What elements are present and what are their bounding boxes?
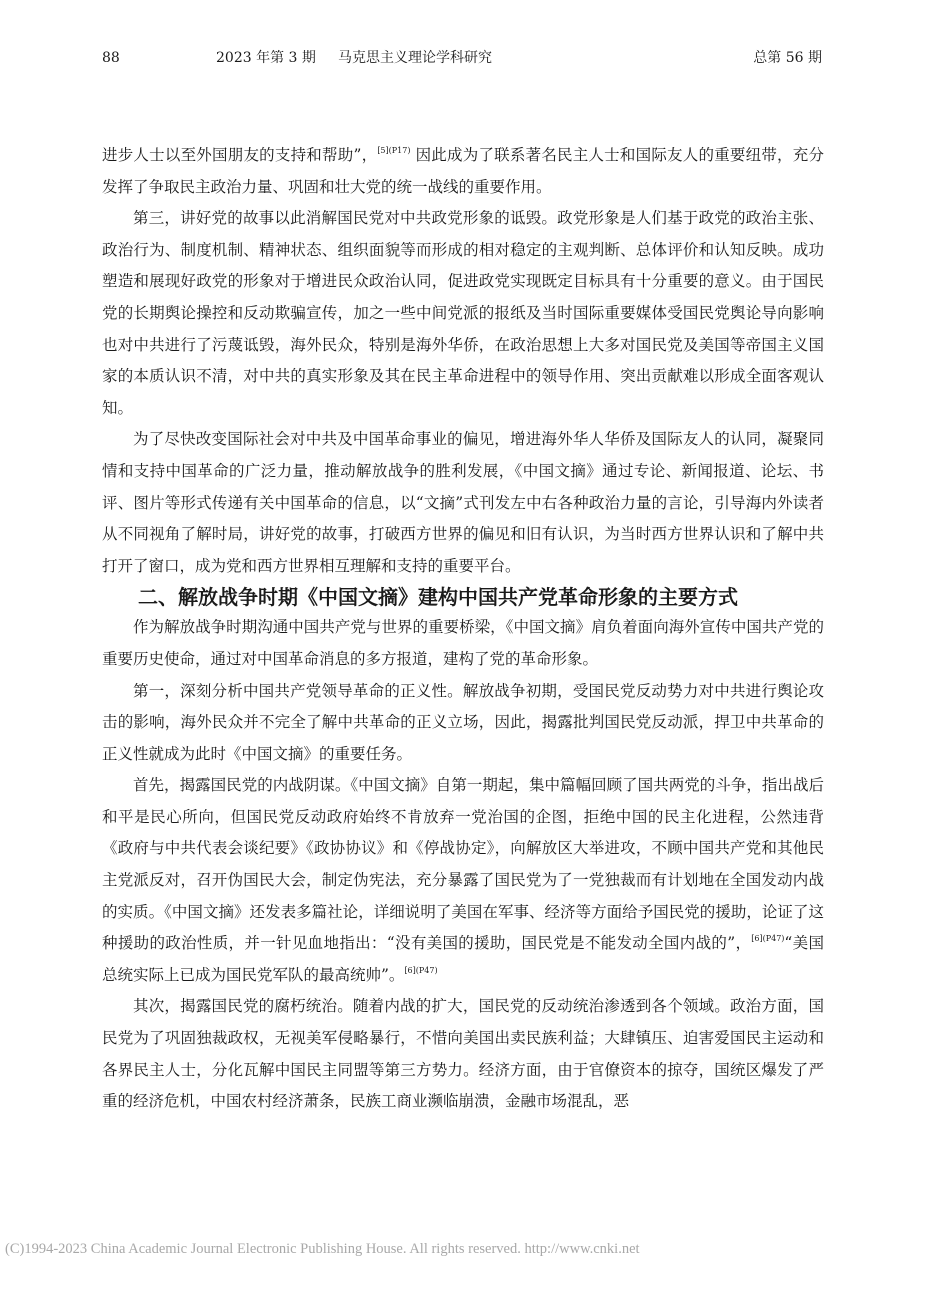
paragraph-6: 首先，揭露国民党的内战阴谋。《中国文摘》自第一期起，集中篇幅回顾了国共两党的斗争，指出战后和平是民心所向，但国民党反动政府始终不肯放弃一党治国的企图，拒绝中国的民主化进程，公然违背《政府与中共代表会谈纪要》《政协协议》和《停战协定》，向解放区大举进攻，不顾中国共产党和其他民主党派反对，召开伪国民大会，制定伪宪法，充分暴露了国民党为了一党独裁而有计划地在全国发动内战的实质。《中国文摘》还发表多篇社论，详细说明了美国在军事、经济等方面给予国民党的援助，论证了这种援助的政治性质，并一针见血地指出：“没有美国的援助，国民党是不能发动全国内战的”，$^{[6](P47)}$“美国总统实际上已成为国民党军队的最高统帅”。$^{[6](P47)}$: [102, 776, 824, 984]
paragraph-4: 作为解放战争时期沟通中国共产党与世界的重要桥梁，《中国文摘》肩负着面向海外宣传中国共产党的重要历史使命，通过对中国革命消息的多方报道，建构了党的革命形象。: [102, 618, 824, 668]
total-issue-label: 总第 56 期: [753, 50, 822, 66]
issue-label: 2023 年第 3 期: [216, 50, 316, 66]
copyright-footer: (C)1994-2023 China Academic Journal Electronic Publishing House. All rights reserved. http://www.cnki.net: [5, 1241, 640, 1257]
page-number: 88: [102, 50, 120, 66]
paragraph-2: 第三，讲好党的故事以此消解国民党对中共政党形象的诋毁。政党形象是人们基于政党的政治主张、政治行为、制度机制、精神状态、组织面貌等而形成的相对稳定的主观判断、总体评价和认知反映。成功塑造和展现好政党的形象对于增进民众政治认同，促进政党实现既定目标具有十分重要的意义。由于国民党的长期舆论操控和反动欺骗宣传，加之一些中间党派的报纸及当时国际重要媒体受国民党舆论导向影响也对中共进行了污蔑诋毁，海外民众，特别是海外华侨，在政治思想上大多对国民党及美国等帝国主义国家的本质认识不清，对中共的真实形象及其在民主革命进程中的领导作用、突出贡献难以形成全面客观认知。: [102, 209, 824, 417]
running-header: [102, 46, 822, 70]
paragraph-3: 为了尽快改变国际社会对中共及中国革命事业的偏见，增进海外华人华侨及国际友人的认同，凝聚同情和支持中国革命的广泛力量，推动解放战争的胜利发展，《中国文摘》通过专论、新闻报道、论坛、书评、图片等形式传递有关中国革命的信息，以“文摘”式刊发左中右各种政治力量的言论，引导海内外读者从不同视角了解时局，讲好党的故事，打破西方世界的偏见和旧有认识，为当时西方世界认识和了解中共打开了窗口，成为党和西方世界相互理解和支持的重要平台。: [102, 430, 824, 575]
article-body: [102, 140, 824, 1118]
citation-marker: [5](P17): [377, 146, 411, 155]
citation-marker: [6](P47): [751, 934, 785, 944]
paragraph-1: 进步人士以至外国朋友的支持和帮助”，$^{[5](P17)}$ 因此成为了联系著名民主人士和国际友人的重要纽带，充分发挥了争取民主政治力量、巩固和壮大党的统一战线的重要作用。: [102, 146, 824, 196]
section-heading: 二、解放战争时期《中国文摘》建构中国共产党革命形象的主要方式: [138, 585, 738, 610]
paragraph-5: 第一，深刻分析中国共产党领导革命的正义性。解放战争初期，受国民党反动势力对中共进行舆论攻击的影响，海外民众并不完全了解中共革命的正义立场，因此，揭露批判国民党反动派，捍卫中共革命的正义性就成为此时《中国文摘》的重要任务。: [102, 681, 824, 763]
paragraph-7: 其次，揭露国民党的腐朽统治。随着内战的扩大，国民党的反动统治渗透到各个领域。政治方面，国民党为了巩固独裁政权，无视美军侵略暴行，不惜向美国出卖民族利益；大肆镇压、迫害爱国民主运动和各界民主人士，分化瓦解中国民主同盟等第三方势力。经济方面，由于官僚资本的掠夺，国统区爆发了严重的经济危机，中国农村经济萧条，民族工商业濒临崩溃，金融市场混乱，恶: [102, 997, 824, 1111]
journal-title: 马克思主义理论学科研究: [338, 50, 492, 66]
citation-marker: [6](P47): [404, 965, 438, 975]
